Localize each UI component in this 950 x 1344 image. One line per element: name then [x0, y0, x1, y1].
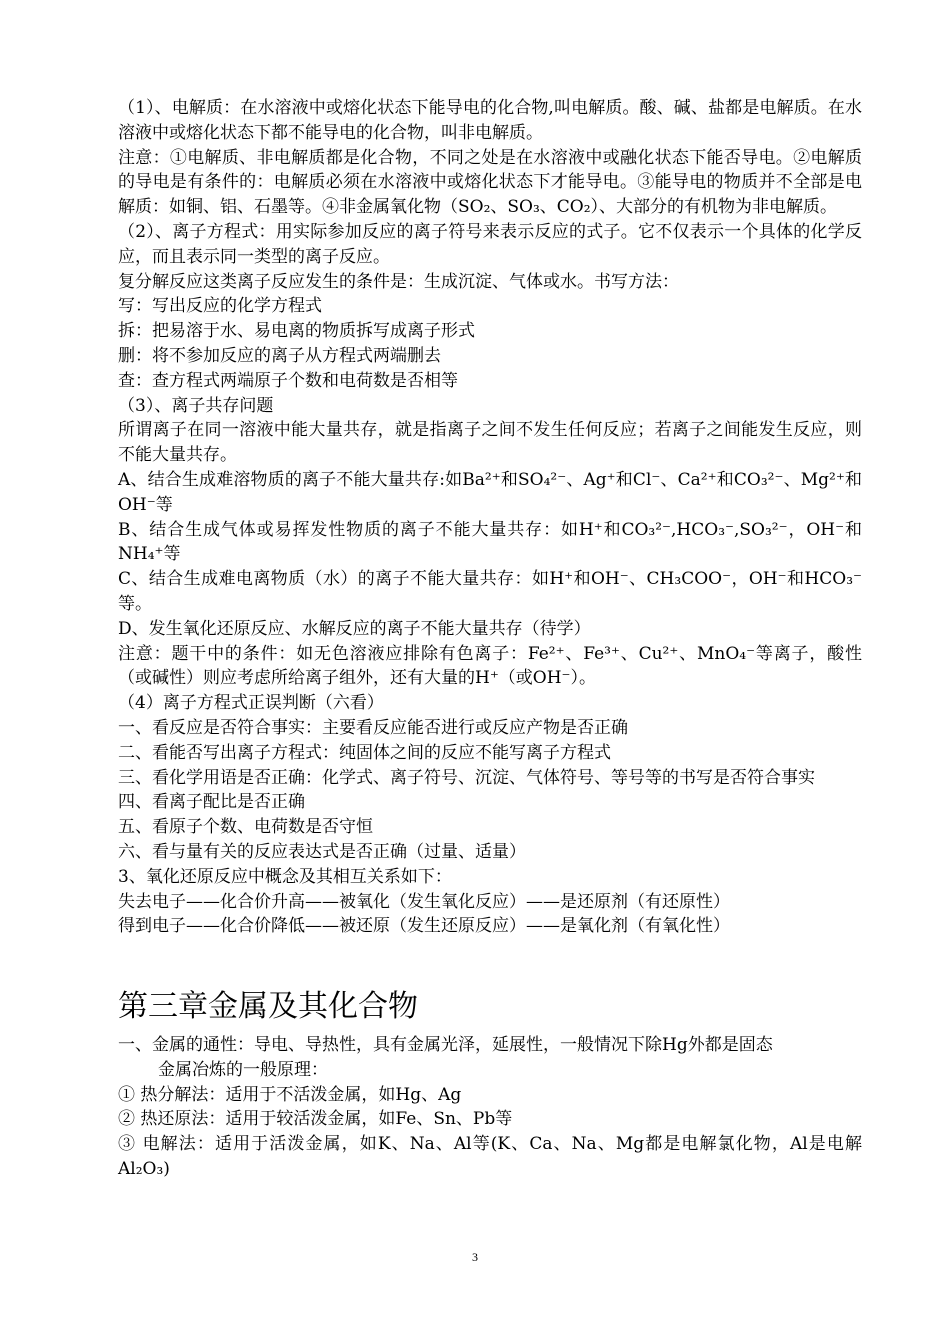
chapter-title: 第三章金属及其化合物 [118, 989, 418, 1025]
paragraph-electrolyte-definition: （1）、电解质：在水溶液中或熔化状态下能导电的化合物,叫电解质。酸、碱、盐都是电解质。在水溶液中或熔化状态下都不能导电的化合物，叫非电解质。 [118, 98, 862, 143]
paragraph-ionic-equation-definition: （2）、离子方程式：用实际参加反应的离子符号来表示反应的式子。它不仅表示一个具体的化学反应，而且表示同一类型的离子反应。 [118, 221, 862, 267]
step-delete: 删：将不参加反应的离子从方程式两端删去 [118, 345, 441, 366]
check-3: 三、看化学用语是否正确：化学式、离子符号、沉淀、气体符号、等号等的书写是否符合事实 [118, 767, 815, 788]
section-redox: 3、氧化还原反应中概念及其相互关系如下： [118, 866, 452, 887]
rule-b: B、结合生成气体或易挥发性物质的离子不能大量共存：如H⁺和CO₃²⁻,HCO₃⁻,SO₃²⁻，OH⁻和NH₄⁺等 [118, 519, 862, 565]
document-page [118, 96, 862, 1182]
metal-properties: 一、金属的通性：导电、导热性，具有金属光泽，延展性，一般情况下除Hg外都是固态 [118, 1035, 773, 1056]
check-1: 一、看反应是否符合事实：主要看反应能否进行或反应产物是否正确 [118, 717, 628, 738]
rule-c: C、结合生成难电离物质（水）的离子不能大量共存：如H⁺和OH⁻、CH₃COO⁻，OH⁻和HCO₃⁻等。 [118, 569, 862, 614]
paragraph-electrolyte-notes: 注意：①电解质、非电解质都是化合物，不同之处是在水溶液中或融化状态下能否导电。②电解质的导电是有条件的：电解质必须在水溶液中或熔化状态下才能导电。③能导电的物质并不全部是电解质：如铜、铝、石墨等。④非金属氧化物（SO₂、SO₃、CO₂）、大部分的有机物为非电解质。 [118, 147, 862, 218]
paragraph-coexistence-definition: 所谓离子在同一溶液中能大量共存，就是指离子之间不发生任何反应；若离子之间能发生反应，则不能大量共存。 [118, 420, 862, 466]
rule-a: A、结合生成难溶物质的离子不能大量共存:如Ba²⁺和SO₄²⁻、Ag⁺和Cl⁻、Ca²⁺和CO₃²⁻、Mg²⁺和OH⁻等 [118, 469, 862, 515]
redox-lose-electrons: 失去电子——化合价升高——被氧化（发生氧化反应）——是还原剂（有还原性） [118, 891, 730, 912]
smelting-principles: 金属冶炼的一般原理： [158, 1059, 328, 1080]
step-split: 拆：把易溶于水、易电离的物质拆写成离子形式 [118, 321, 475, 342]
page-number: 3 [472, 1250, 478, 1264]
method-thermal-decomposition: ① 热分解法：适用于不活泼金属，如Hg、Ag [118, 1084, 462, 1105]
check-6: 六、看与量有关的反应表达式是否正确（过量、适量） [118, 841, 526, 862]
section-ion-coexistence: （3）、离子共存问题 [118, 395, 274, 416]
check-4: 四、看离子配比是否正确 [118, 792, 305, 813]
rule-d: D、发生氧化还原反应、水解反应的离子不能大量共存（待学） [118, 618, 591, 639]
method-electrolysis: ③ 电解法：适用于活泼金属，如K、Na、Al等(K、Ca、Na、Mg都是电解氯化物，Al是电解Al₂O₃) [118, 1134, 862, 1180]
paragraph-reaction-conditions: 复分解反应这类离子反应发生的条件是：生成沉淀、气体或水。书写方法： [118, 271, 679, 292]
check-5: 五、看原子个数、电荷数是否守恒 [118, 817, 373, 838]
redox-gain-electrons: 得到电子——化合价降低——被还原（发生还原反应）——是氧化剂（有氧化性） [118, 916, 730, 937]
paragraph-coexistence-note: 注意：题干中的条件：如无色溶液应排除有色离子：Fe²⁺、Fe³⁺、Cu²⁺、MnO₄⁻等离子，酸性（或碱性）则应考虑所给离子组外，还有大量的H⁺（或OH⁻）。 [118, 643, 862, 689]
method-thermal-reduction: ② 热还原法：适用于较活泼金属，如Fe、Sn、Pb等 [118, 1109, 513, 1130]
section-ionic-equation-judgement: （4）离子方程式正误判断（六看） [118, 693, 384, 714]
check-2: 二、看能否写出离子方程式：纯固体之间的反应不能写离子方程式 [118, 742, 611, 763]
step-check: 查：查方程式两端原子个数和电荷数是否相等 [118, 370, 458, 391]
step-write: 写：写出反应的化学方程式 [118, 296, 322, 317]
